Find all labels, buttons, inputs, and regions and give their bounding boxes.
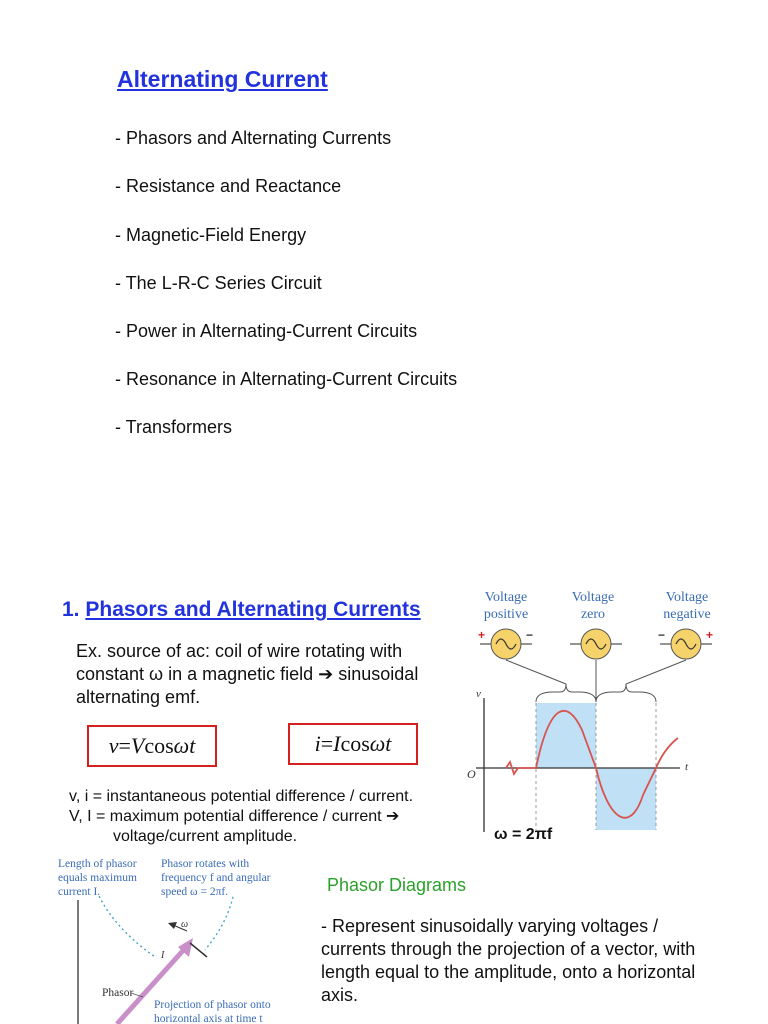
eq-symbol: i: [314, 731, 321, 756]
section-heading: [62, 598, 421, 622]
topic-item: - Resistance and Reactance: [115, 176, 342, 196]
topic-item: - The L-R-C Series Circuit: [115, 273, 322, 293]
plus-sign: +: [706, 628, 714, 642]
t-axis-label: t: [685, 761, 689, 773]
phasor-label: Phasor: [102, 987, 134, 999]
caption-phasor-projection: Projection of phasor onto horizontal axis at time t: [154, 999, 271, 1024]
page-title: Alternating Current: [117, 66, 328, 92]
omega-relation: ω = 2πf: [494, 826, 553, 843]
label-line: Voltage: [484, 590, 528, 605]
negative-region: [596, 768, 656, 830]
phasor-diagrams-heading: Phasor Diagrams: [327, 875, 467, 895]
eq-equals: =: [118, 733, 131, 758]
minus-sign: −: [658, 628, 666, 642]
intro-line: alternating emf.: [76, 687, 201, 707]
definition-line: voltage/current amplitude.: [113, 828, 298, 845]
v-axis-label: v: [476, 688, 481, 700]
definition-line: V, I = maximum potential difference / current ➔: [69, 808, 400, 825]
plus-sign: +: [478, 628, 486, 642]
label-voltage-negative: [659, 589, 715, 623]
eq-amplitude: V: [130, 733, 145, 758]
omega-label: ω: [181, 919, 189, 930]
eq-func: cos: [340, 731, 370, 756]
intro-line: Ex. source of ac: coil of wire rotating with: [76, 641, 403, 661]
origin-label: O: [467, 767, 476, 781]
intro-line: constant ω in a magnetic field ➔ sinusoidal: [76, 664, 419, 684]
topic-item: - Transformers: [115, 417, 233, 437]
definition-line: v, i = instantaneous potential difference / current.: [69, 788, 414, 805]
eq-arg: ωt: [173, 733, 196, 758]
topic-item: - Magnetic-Field Energy: [115, 225, 307, 245]
label-voltage-positive: [478, 589, 534, 623]
brace-positive: [536, 684, 596, 702]
ac-source-positive: [478, 628, 533, 659]
section-number: 1.: [62, 598, 80, 621]
section-title: Phasors and Alternating Currents: [85, 598, 421, 621]
minus-sign: −: [526, 628, 534, 642]
topic-item: - Power in Alternating-Current Circuits: [115, 321, 418, 341]
eq-equals: =: [320, 731, 334, 756]
label-line: zero: [580, 607, 606, 622]
voltage-equation: [87, 725, 217, 767]
label-line: Voltage: [571, 590, 615, 605]
ac-waveform-figure: [458, 620, 748, 835]
phasor-arrow: [117, 945, 188, 1024]
intro-paragraph: [76, 640, 461, 709]
eq-symbol: v: [108, 733, 119, 758]
ac-source-zero: [570, 629, 622, 659]
phasor-diagram-figure: [55, 895, 300, 1024]
current-label: I: [161, 950, 165, 961]
phasor-diagrams-description: - Represent sinusoidally varying voltages / currents through the projection of a vector, with length equal to the amplitude, onto a horizontal axis.: [321, 916, 696, 1005]
label-voltage-zero: [566, 589, 620, 623]
eq-amplitude: I: [333, 731, 341, 756]
label-line: Voltage: [665, 590, 709, 605]
topic-item: - Phasors and Alternating Currents: [115, 128, 392, 148]
definitions: [69, 787, 413, 847]
caption-phasor-rotation: Phasor rotates with frequency f and angular speed ω = 2πf.: [161, 858, 271, 898]
ac-source-negative: [658, 628, 713, 659]
eq-func: cos: [144, 733, 174, 758]
label-line: negative: [663, 607, 711, 622]
eq-arg: ωt: [369, 731, 392, 756]
label-line: positive: [483, 607, 529, 622]
brace-negative: [596, 684, 656, 702]
current-equation: [288, 723, 418, 765]
topic-item: - Resonance in Alternating-Current Circuits: [115, 369, 458, 389]
caption-phasor-length: Length of phasor equals maximum current I.: [58, 858, 137, 898]
